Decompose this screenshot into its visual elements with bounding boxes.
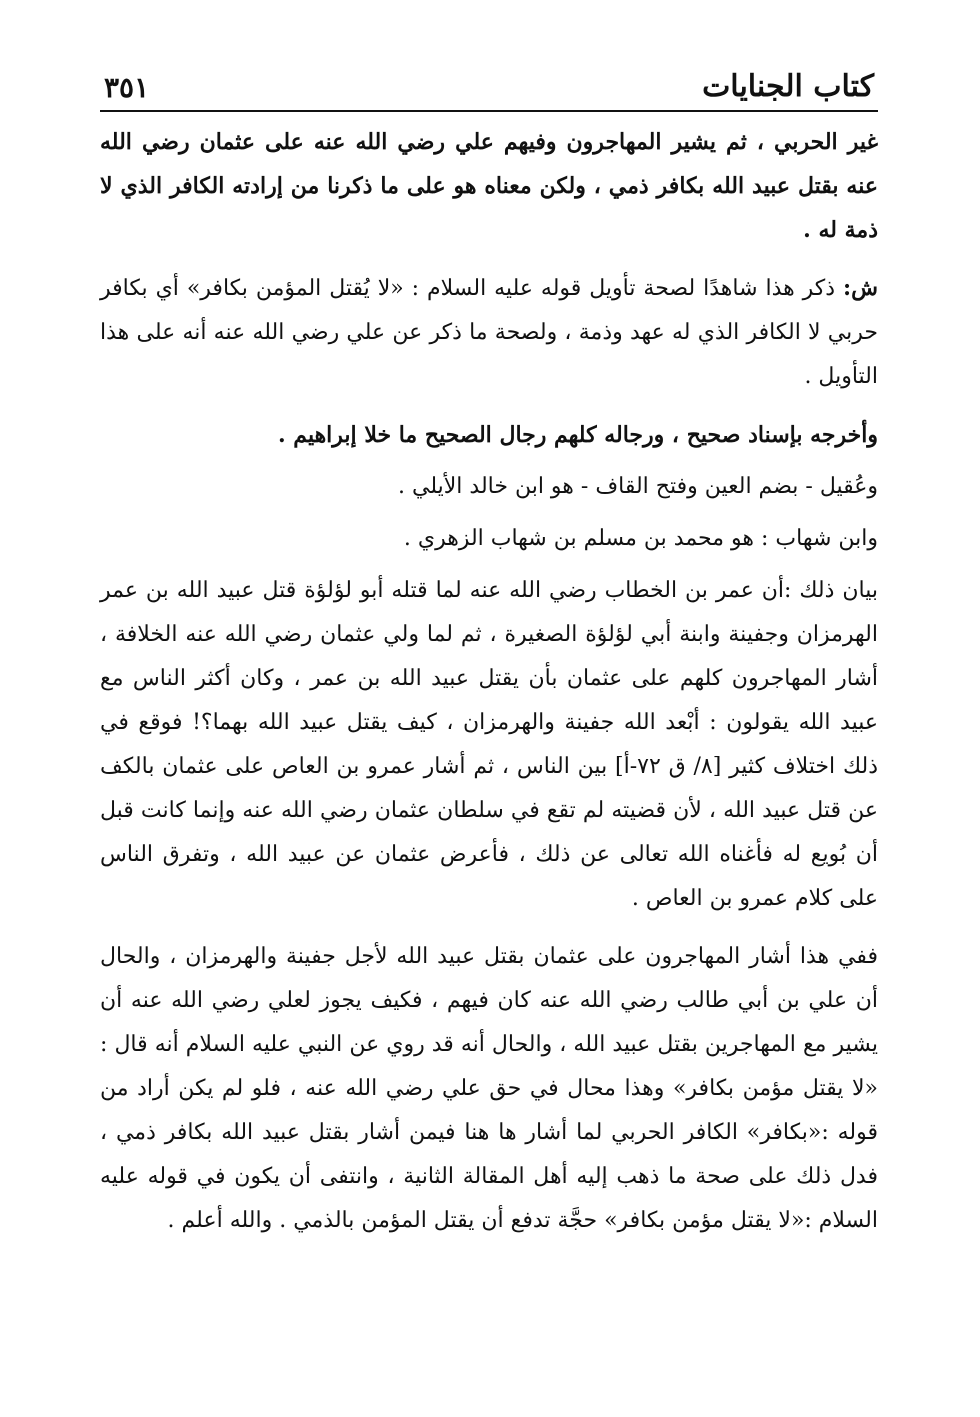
conclusion-paragraph: ففي هذا أشار المهاجرون على عثمان بقتل عبيد الله لأجل جفينة والهرمزان ، والحال أن علي بن أبي طالب رضي الله عنه كان فيهم ، فكيف يجوز لعلي رضي الله عنه أن يشير مع المهاجرين بقتل عبيد الله ، والحال أنه قد روي عن النبي عليه السلام أنه قال : «لا يقتل مؤمن بكافر» وهذا محال في حق علي رضي الله عنه ، فلو لم يكن أراد من قوله :«بكافر» الكافر الحربي لما أشار ها هنا فيمن أشار بقتل عبيد الله بكافر ذمي ، فدل ذلك على صحة ما ذهب إليه أهل المقالة الثانية ، وانتفى أن يكون في قوله عليه السلام :«لا يقتل مؤمن بكافر» حجَّة تدفع أن يقتل المؤمن بالذمي . والله أعلم . [100, 944, 878, 1233]
page-header [100, 52, 878, 104]
page-number: ٣٥١ [104, 71, 150, 104]
book-title: كتاب الجنايات [702, 69, 874, 104]
sharh-text: ذكر هذا شاهدًا لصحة تأويل قوله عليه السلام : «لا يُقتل المؤمن بكافر» أي بكافر حربي لا الكافر الذي له عهد وذمة ، ولصحة ما ذكر عن علي رضي الله عنه أنه على هذا التأويل . [100, 276, 878, 389]
sharh-marker: ش: [843, 275, 878, 301]
page-content [100, 120, 878, 1243]
header-divider [100, 110, 878, 112]
matn-paragraph: غير الحربي ، ثم يشير المهاجرون وفيهم علي رضي الله عنه على عثمان رضي الله عنه بقتل عبيد الله بكافر ذمي ، ولكن معناه هو على ما ذكرنا من إرادته الكافر الذي لا ذمة له . [100, 129, 878, 243]
narrator-aqil: وعُقيل - بضم العين وفتح القاف - هو ابن خالد الأيلي . [398, 474, 878, 499]
explanation-paragraph: بيان ذلك :أن عمر بن الخطاب رضي الله عنه لما قتله أبو لؤلؤة قتل عبيد الله بن عمر الهرمزان وجفينة وابنة أبي لؤلؤة الصغيرة ، ثم لما ولي عثمان رضي الله عنه الخلافة ، أشار المهاجرون كلهم على عثمان بأن يقتل عبيد الله بن عمر ، وكان أكثر الناس مع عبيد الله يقولون : أبْعد الله جفينة والهرمزان ، كيف يقتل عبيد الله بهما؟! فوقع في ذلك اختلاف كثير [٨/ ق ٧٢-أ] بين الناس ، ثم أشار عمرو بن العاص على عثمان بالكف عن قتل عبيد الله ، لأن قضيته لم تقع في سلطان عثمان رضي الله عنه وإنما كانت قبل أن بُويع له فأغناه الله تعالى عن ذلك ، فأعرض عثمان عن عبيد الله ، وتفرق الناس على كلام عمرو بن العاص . [100, 578, 879, 911]
sharh-paragraph [100, 266, 878, 399]
isnad-paragraph: وأخرجه بإسناد صحيح ، ورجاله كلهم رجال الصحيح ما خلا إبراهيم . [277, 422, 878, 448]
narrator-ibn-shihab: وابن شهاب : هو محمد بن مسلم بن شهاب الزهري . [403, 526, 878, 551]
book-page [100, 52, 878, 1243]
